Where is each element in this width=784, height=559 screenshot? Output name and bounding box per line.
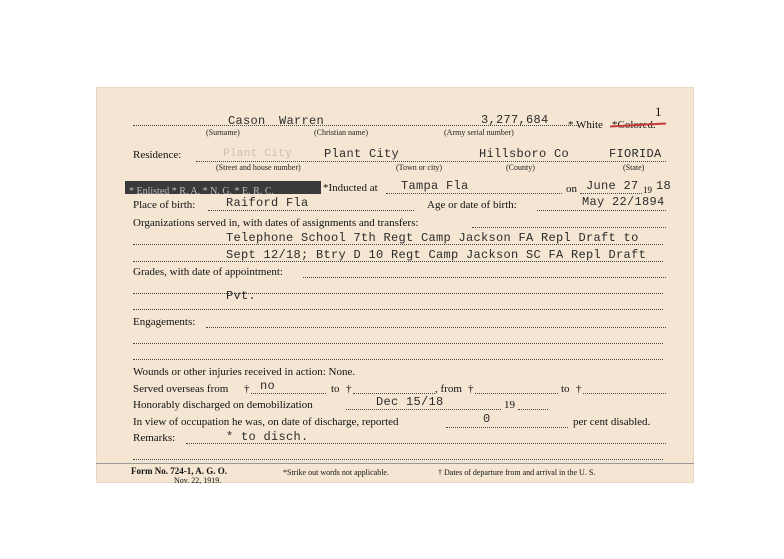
caption-county: (County) [506, 163, 535, 172]
discharge-label: Honorably discharged on demobilization [133, 399, 313, 411]
top-right-number: 1 [655, 104, 662, 119]
form-number: Form No. 724-1, A. G. O. [131, 466, 227, 476]
inducted-label: *Inducted at [323, 182, 378, 194]
induction-date: June 27 [586, 179, 639, 193]
year-suffix: 18 [656, 179, 672, 193]
dagger-1: † [244, 383, 250, 395]
to-label-1: to [331, 383, 340, 395]
christian-name: Warren [279, 114, 325, 128]
to-label-2: to [561, 383, 570, 395]
colored-label: *Colored. [612, 119, 656, 131]
birthdate-label: Age or date of birth: [427, 199, 517, 211]
caption-serial: (Army serial number) [444, 128, 514, 137]
from-label: , from [435, 383, 462, 395]
percent-label: per cent disabled. [573, 416, 651, 428]
occupation-label: In view of occupation he was, on date of discharge, reported [133, 416, 399, 428]
footer-divider [96, 463, 694, 464]
residence-label: Residence: [133, 149, 182, 161]
enlisted-redaction-bar [125, 181, 321, 197]
grades-label: Grades, with date of appointment: [133, 266, 283, 278]
remarks-label: Remarks: [133, 432, 176, 444]
remarks: * to disch. [226, 430, 309, 444]
caption-state: (State) [623, 163, 645, 172]
birthplace: Raiford Fla [226, 196, 309, 210]
footnote-dates: † Dates of departure from and arrival in the U. S. [438, 468, 596, 477]
overseas-from: no [260, 379, 276, 393]
organizations-label: Organizations served in, with dates of assignments and transfers: [133, 217, 419, 229]
birthplace-label: Place of birth: [133, 199, 196, 211]
grade: Pvt. [226, 289, 257, 303]
dagger-4: † [576, 383, 582, 395]
dagger-2: † [346, 383, 352, 395]
caption-street: (Street and house number) [216, 163, 301, 172]
engagements-label: Engagements: [133, 316, 196, 328]
state: FIORIDA [609, 147, 662, 161]
overseas-label: Served overseas from [133, 383, 229, 395]
caption-town: (Town or city) [396, 163, 443, 172]
white-label: * White [568, 119, 603, 131]
street-faded: Plant City [223, 148, 293, 160]
disability-percent: 0 [483, 412, 491, 426]
on-label: on [566, 183, 577, 195]
county: Hillsboro Co [479, 147, 570, 161]
serial-number: 3,277,684 [481, 113, 549, 127]
organizations-line-1: Telephone School 7th Regt Camp Jackson FA Repl Draft to [226, 231, 639, 245]
year-prefix: 19 [643, 185, 652, 195]
caption-christian-name: (Christian name) [314, 128, 368, 137]
wounds-label: Wounds or other injuries received in action: None. [133, 366, 356, 378]
organizations-line-2: Sept 12/18; Btry D 10 Regt Camp Jackson SC FA Repl Draft [226, 248, 647, 262]
form-date: Nov. 22, 1919. [174, 476, 222, 485]
service-record-card [96, 87, 694, 483]
dagger-3: † [468, 383, 474, 395]
footnote-strike: *Strike out words not applicable. [283, 468, 389, 477]
birthdate: May 22/1894 [582, 195, 665, 209]
surname: Cason [228, 114, 266, 128]
enlisted-label: * Enlisted * R. A. * N. G. * E. R. C. [129, 186, 275, 197]
inducted-place: Tampa Fla [401, 179, 469, 193]
city: Plant City [324, 147, 400, 161]
discharge-year-prefix: 19 [504, 399, 515, 411]
discharge-date: Dec 15/18 [376, 395, 444, 409]
caption-surname: (Surname) [206, 128, 240, 137]
